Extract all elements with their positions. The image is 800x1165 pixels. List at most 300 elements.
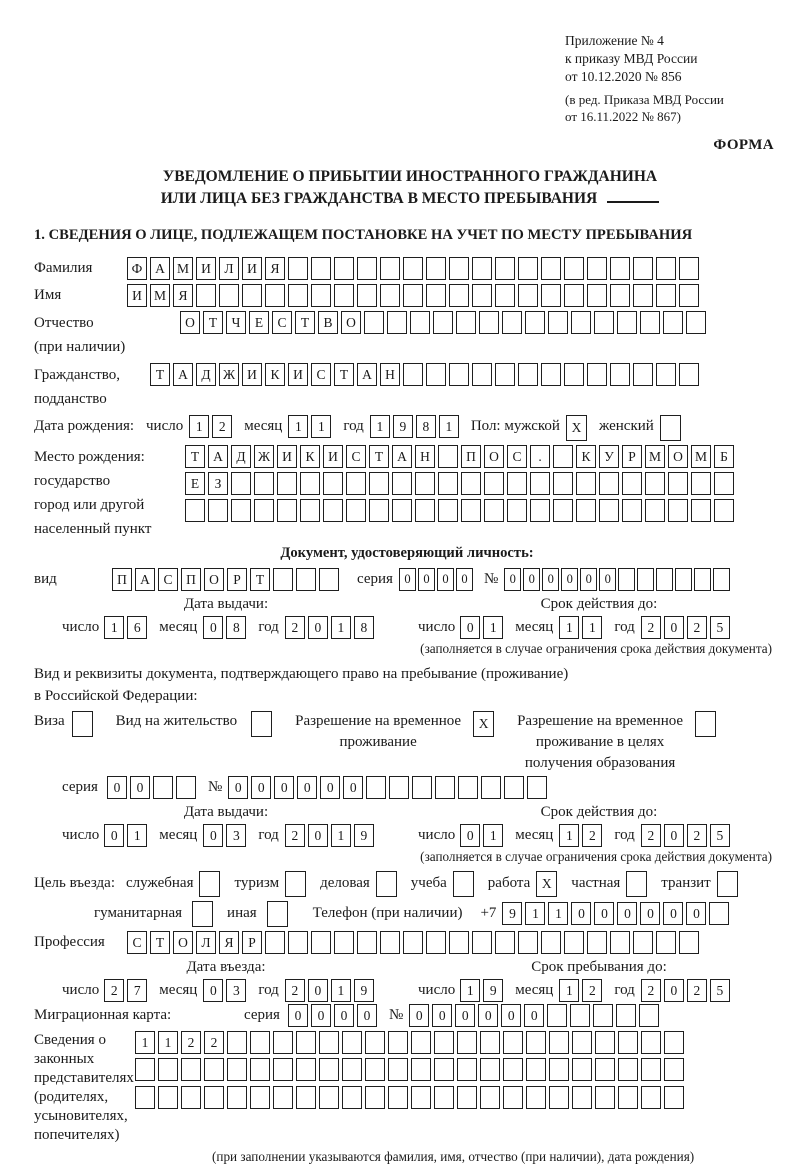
char-cell[interactable]: 0	[437, 568, 454, 591]
char-cell[interactable]: 3	[226, 979, 246, 1002]
char-cell[interactable]: Д	[196, 363, 216, 386]
char-cell[interactable]	[311, 257, 331, 280]
char-cell[interactable]	[530, 499, 550, 522]
char-cell[interactable]: Д	[231, 445, 251, 468]
char-cell[interactable]	[415, 472, 435, 495]
char-cell[interactable]	[456, 311, 476, 334]
char-cell[interactable]	[525, 311, 545, 334]
char-cell[interactable]	[192, 901, 213, 927]
char-cell[interactable]: 2	[687, 616, 707, 639]
char-cell[interactable]	[541, 931, 561, 954]
char-cell[interactable]: 2	[582, 979, 602, 1002]
char-cell[interactable]	[504, 776, 524, 799]
char-cell[interactable]	[564, 284, 584, 307]
char-cell[interactable]: О	[341, 311, 361, 334]
char-cell[interactable]: 5	[710, 616, 730, 639]
char-cell[interactable]	[610, 284, 630, 307]
char-cell[interactable]	[645, 499, 665, 522]
char-cell[interactable]	[392, 472, 412, 495]
char-cell[interactable]	[296, 568, 316, 591]
char-cell[interactable]: И	[242, 363, 262, 386]
char-cell[interactable]	[484, 499, 504, 522]
char-cell[interactable]: Р	[242, 931, 262, 954]
char-cell[interactable]	[518, 284, 538, 307]
char-cell[interactable]	[610, 363, 630, 386]
char-cell[interactable]	[153, 776, 173, 799]
char-cell[interactable]	[564, 257, 584, 280]
char-cell[interactable]: 0	[311, 1004, 331, 1027]
char-cell[interactable]: Я	[219, 931, 239, 954]
char-cell[interactable]	[265, 931, 285, 954]
char-cell[interactable]: А	[150, 257, 170, 280]
char-cell[interactable]: 0	[107, 776, 127, 799]
char-cell[interactable]	[664, 1058, 684, 1081]
char-cell[interactable]	[296, 1086, 316, 1109]
char-cell[interactable]	[548, 311, 568, 334]
char-cell[interactable]	[457, 1058, 477, 1081]
char-cell[interactable]: 1	[439, 415, 459, 438]
char-cell[interactable]: 6	[127, 616, 147, 639]
char-cell[interactable]: 0	[460, 824, 480, 847]
char-cell[interactable]	[412, 776, 432, 799]
char-cell[interactable]	[572, 1058, 592, 1081]
char-cell[interactable]: 0	[664, 979, 684, 1002]
char-cell[interactable]	[518, 257, 538, 280]
char-cell[interactable]: 1	[483, 616, 503, 639]
char-cell[interactable]	[571, 311, 591, 334]
char-cell[interactable]	[277, 499, 297, 522]
char-cell[interactable]	[410, 311, 430, 334]
char-cell[interactable]: Т	[295, 311, 315, 334]
char-cell[interactable]	[435, 776, 455, 799]
char-cell[interactable]	[296, 1031, 316, 1054]
char-cell[interactable]	[250, 1058, 270, 1081]
char-cell[interactable]	[389, 776, 409, 799]
char-cell[interactable]	[641, 1031, 661, 1054]
char-cell[interactable]: И	[288, 363, 308, 386]
char-cell[interactable]	[709, 902, 729, 925]
char-cell[interactable]: Е	[185, 472, 205, 495]
char-cell[interactable]	[553, 472, 573, 495]
char-cell[interactable]	[618, 1058, 638, 1081]
char-cell[interactable]: И	[323, 445, 343, 468]
char-cell[interactable]	[694, 568, 711, 591]
char-cell[interactable]: 2	[204, 1031, 224, 1054]
char-cell[interactable]: 2	[641, 824, 661, 847]
char-cell[interactable]	[449, 931, 469, 954]
char-cell[interactable]	[679, 257, 699, 280]
char-cell[interactable]	[342, 1058, 362, 1081]
char-cell[interactable]	[311, 284, 331, 307]
char-cell[interactable]	[366, 776, 386, 799]
char-cell[interactable]	[300, 472, 320, 495]
char-cell[interactable]: Т	[250, 568, 270, 591]
char-cell[interactable]	[288, 257, 308, 280]
char-cell[interactable]: О	[668, 445, 688, 468]
char-cell[interactable]	[426, 284, 446, 307]
char-cell[interactable]: Ч	[226, 311, 246, 334]
char-cell[interactable]	[553, 445, 573, 468]
char-cell[interactable]: 2	[285, 616, 305, 639]
char-cell[interactable]	[449, 284, 469, 307]
char-cell[interactable]: 1	[582, 616, 602, 639]
char-cell[interactable]	[481, 776, 501, 799]
char-cell[interactable]	[618, 1086, 638, 1109]
char-cell[interactable]: Т	[150, 363, 170, 386]
char-cell[interactable]	[518, 363, 538, 386]
char-cell[interactable]	[622, 499, 642, 522]
char-cell[interactable]	[199, 871, 220, 897]
char-cell[interactable]	[181, 1058, 201, 1081]
char-cell[interactable]: 0	[203, 824, 223, 847]
char-cell[interactable]: К	[300, 445, 320, 468]
char-cell[interactable]: 1	[559, 616, 579, 639]
char-cell[interactable]: 2	[641, 616, 661, 639]
char-cell[interactable]	[438, 472, 458, 495]
char-cell[interactable]	[656, 568, 673, 591]
char-cell[interactable]	[480, 1086, 500, 1109]
char-cell[interactable]: 0	[203, 979, 223, 1002]
char-cell[interactable]: 0	[501, 1004, 521, 1027]
char-cell[interactable]	[411, 1086, 431, 1109]
char-cell[interactable]	[507, 472, 527, 495]
char-cell[interactable]	[641, 1058, 661, 1081]
char-cell[interactable]	[503, 1031, 523, 1054]
char-cell[interactable]: 0	[203, 616, 223, 639]
char-cell[interactable]: 0	[357, 1004, 377, 1027]
char-cell[interactable]: Ж	[254, 445, 274, 468]
char-cell[interactable]	[663, 311, 683, 334]
char-cell[interactable]: О	[180, 311, 200, 334]
char-cell[interactable]	[434, 1031, 454, 1054]
char-cell[interactable]	[495, 257, 515, 280]
char-cell[interactable]	[380, 931, 400, 954]
char-cell[interactable]	[426, 931, 446, 954]
char-cell[interactable]	[196, 284, 216, 307]
char-cell[interactable]	[695, 711, 716, 737]
char-cell[interactable]: 9	[483, 979, 503, 1002]
char-cell[interactable]	[616, 1004, 636, 1027]
char-cell[interactable]: Я	[265, 257, 285, 280]
char-cell[interactable]	[387, 311, 407, 334]
char-cell[interactable]	[231, 472, 251, 495]
char-cell[interactable]	[526, 1031, 546, 1054]
char-cell[interactable]: 2	[212, 415, 232, 438]
char-cell[interactable]: Л	[196, 931, 216, 954]
char-cell[interactable]: 0	[599, 568, 616, 591]
char-cell[interactable]: 0	[504, 568, 521, 591]
char-cell[interactable]: И	[242, 257, 262, 280]
char-cell[interactable]	[549, 1031, 569, 1054]
char-cell[interactable]: П	[181, 568, 201, 591]
char-cell[interactable]	[346, 499, 366, 522]
char-cell[interactable]	[484, 472, 504, 495]
char-cell[interactable]: 0	[308, 616, 328, 639]
char-cell[interactable]	[403, 257, 423, 280]
char-cell[interactable]	[438, 445, 458, 468]
char-cell[interactable]: 0	[664, 824, 684, 847]
char-cell[interactable]	[403, 284, 423, 307]
char-cell[interactable]: 9	[393, 415, 413, 438]
char-cell[interactable]: 0	[542, 568, 559, 591]
char-cell[interactable]	[433, 311, 453, 334]
char-cell[interactable]: 1	[559, 824, 579, 847]
char-cell[interactable]: 1	[559, 979, 579, 1002]
char-cell[interactable]	[415, 499, 435, 522]
char-cell[interactable]	[273, 1031, 293, 1054]
char-cell[interactable]: 5	[710, 979, 730, 1002]
char-cell[interactable]: 0	[288, 1004, 308, 1027]
char-cell[interactable]: О	[173, 931, 193, 954]
char-cell[interactable]	[135, 1058, 155, 1081]
char-cell[interactable]	[319, 568, 339, 591]
char-cell[interactable]: X	[536, 871, 557, 897]
char-cell[interactable]	[342, 1031, 362, 1054]
char-cell[interactable]	[576, 499, 596, 522]
char-cell[interactable]: М	[173, 257, 193, 280]
char-cell[interactable]	[541, 284, 561, 307]
char-cell[interactable]: 2	[641, 979, 661, 1002]
char-cell[interactable]	[273, 568, 293, 591]
char-cell[interactable]: Т	[203, 311, 223, 334]
char-cell[interactable]	[265, 284, 285, 307]
char-cell[interactable]	[472, 363, 492, 386]
char-cell[interactable]: А	[173, 363, 193, 386]
char-cell[interactable]: 0	[478, 1004, 498, 1027]
char-cell[interactable]: 0	[617, 902, 637, 925]
char-cell[interactable]	[369, 472, 389, 495]
char-cell[interactable]: 0	[251, 776, 271, 799]
char-cell[interactable]	[403, 931, 423, 954]
char-cell[interactable]: 1	[331, 824, 351, 847]
char-cell[interactable]	[176, 776, 196, 799]
char-cell[interactable]	[593, 1004, 613, 1027]
char-cell[interactable]	[449, 257, 469, 280]
char-cell[interactable]	[185, 499, 205, 522]
char-cell[interactable]: 0	[343, 776, 363, 799]
char-cell[interactable]: 1	[331, 979, 351, 1002]
char-cell[interactable]: 8	[416, 415, 436, 438]
char-cell[interactable]	[158, 1086, 178, 1109]
char-cell[interactable]	[388, 1058, 408, 1081]
char-cell[interactable]	[181, 1086, 201, 1109]
char-cell[interactable]	[479, 311, 499, 334]
char-cell[interactable]	[227, 1086, 247, 1109]
char-cell[interactable]: М	[150, 284, 170, 307]
char-cell[interactable]: А	[208, 445, 228, 468]
char-cell[interactable]	[572, 1086, 592, 1109]
char-cell[interactable]	[660, 415, 681, 441]
char-cell[interactable]: З	[208, 472, 228, 495]
char-cell[interactable]	[594, 311, 614, 334]
char-cell[interactable]: 1	[127, 824, 147, 847]
char-cell[interactable]	[717, 871, 738, 897]
char-cell[interactable]	[576, 472, 596, 495]
char-cell[interactable]	[334, 257, 354, 280]
char-cell[interactable]: 0	[664, 616, 684, 639]
char-cell[interactable]: 9	[502, 902, 522, 925]
char-cell[interactable]	[334, 931, 354, 954]
char-cell[interactable]	[426, 257, 446, 280]
char-cell[interactable]: 0	[418, 568, 435, 591]
char-cell[interactable]: .	[530, 445, 550, 468]
char-cell[interactable]	[656, 284, 676, 307]
char-cell[interactable]: О	[484, 445, 504, 468]
char-cell[interactable]: Т	[334, 363, 354, 386]
char-cell[interactable]	[273, 1058, 293, 1081]
char-cell[interactable]: 9	[354, 979, 374, 1002]
char-cell[interactable]	[388, 1086, 408, 1109]
char-cell[interactable]	[227, 1031, 247, 1054]
char-cell[interactable]: С	[127, 931, 147, 954]
char-cell[interactable]	[503, 1086, 523, 1109]
char-cell[interactable]	[549, 1058, 569, 1081]
char-cell[interactable]: 2	[582, 824, 602, 847]
char-cell[interactable]	[640, 311, 660, 334]
char-cell[interactable]	[364, 311, 384, 334]
char-cell[interactable]: 1	[288, 415, 308, 438]
char-cell[interactable]: 2	[285, 979, 305, 1002]
char-cell[interactable]	[599, 472, 619, 495]
char-cell[interactable]	[495, 931, 515, 954]
char-cell[interactable]	[403, 363, 423, 386]
char-cell[interactable]	[323, 499, 343, 522]
char-cell[interactable]	[564, 931, 584, 954]
char-cell[interactable]	[641, 1086, 661, 1109]
char-cell[interactable]	[495, 363, 515, 386]
char-cell[interactable]: И	[127, 284, 147, 307]
char-cell[interactable]: Н	[380, 363, 400, 386]
char-cell[interactable]: 1	[104, 616, 124, 639]
char-cell[interactable]: 0	[334, 1004, 354, 1027]
char-cell[interactable]	[342, 1086, 362, 1109]
char-cell[interactable]	[457, 1031, 477, 1054]
char-cell[interactable]	[357, 931, 377, 954]
char-cell[interactable]: 0	[580, 568, 597, 591]
char-cell[interactable]: 2	[687, 979, 707, 1002]
char-cell[interactable]	[664, 1086, 684, 1109]
char-cell[interactable]	[595, 1058, 615, 1081]
char-cell[interactable]	[595, 1086, 615, 1109]
char-cell[interactable]	[411, 1031, 431, 1054]
char-cell[interactable]: 1	[331, 616, 351, 639]
char-cell[interactable]	[254, 499, 274, 522]
char-cell[interactable]	[633, 284, 653, 307]
char-cell[interactable]	[250, 1031, 270, 1054]
char-cell[interactable]: 2	[181, 1031, 201, 1054]
char-cell[interactable]: С	[158, 568, 178, 591]
char-cell[interactable]	[714, 499, 734, 522]
char-cell[interactable]: 0	[409, 1004, 429, 1027]
char-cell[interactable]: X	[566, 415, 587, 441]
char-cell[interactable]: 1	[525, 902, 545, 925]
char-cell[interactable]	[679, 363, 699, 386]
char-cell[interactable]	[461, 472, 481, 495]
char-cell[interactable]: 1	[189, 415, 209, 438]
char-cell[interactable]	[434, 1086, 454, 1109]
char-cell[interactable]: Б	[714, 445, 734, 468]
char-cell[interactable]	[365, 1031, 385, 1054]
char-cell[interactable]	[637, 568, 654, 591]
char-cell[interactable]	[564, 363, 584, 386]
char-cell[interactable]	[277, 472, 297, 495]
char-cell[interactable]	[526, 1086, 546, 1109]
char-cell[interactable]	[158, 1058, 178, 1081]
char-cell[interactable]: 0	[455, 1004, 475, 1027]
char-cell[interactable]: 0	[104, 824, 124, 847]
char-cell[interactable]	[369, 499, 389, 522]
char-cell[interactable]	[480, 1031, 500, 1054]
char-cell[interactable]: 0	[571, 902, 591, 925]
char-cell[interactable]: Н	[415, 445, 435, 468]
char-cell[interactable]	[502, 311, 522, 334]
char-cell[interactable]	[664, 1031, 684, 1054]
char-cell[interactable]: 0	[523, 568, 540, 591]
char-cell[interactable]: 0	[308, 824, 328, 847]
char-cell[interactable]	[72, 711, 93, 737]
char-cell[interactable]: К	[265, 363, 285, 386]
char-cell[interactable]	[626, 871, 647, 897]
char-cell[interactable]	[633, 363, 653, 386]
char-cell[interactable]	[541, 257, 561, 280]
char-cell[interactable]	[587, 257, 607, 280]
char-cell[interactable]	[570, 1004, 590, 1027]
char-cell[interactable]	[495, 284, 515, 307]
char-cell[interactable]	[392, 499, 412, 522]
char-cell[interactable]: С	[272, 311, 292, 334]
char-cell[interactable]	[242, 284, 262, 307]
char-cell[interactable]	[679, 931, 699, 954]
char-cell[interactable]: О	[204, 568, 224, 591]
char-cell[interactable]	[457, 1086, 477, 1109]
char-cell[interactable]: С	[311, 363, 331, 386]
char-cell[interactable]	[388, 1031, 408, 1054]
char-cell[interactable]: Р	[227, 568, 247, 591]
char-cell[interactable]	[618, 568, 635, 591]
char-cell[interactable]	[622, 472, 642, 495]
char-cell[interactable]	[691, 472, 711, 495]
char-cell[interactable]: 0	[561, 568, 578, 591]
char-cell[interactable]	[231, 499, 251, 522]
char-cell[interactable]	[686, 311, 706, 334]
char-cell[interactable]	[610, 257, 630, 280]
char-cell[interactable]	[714, 472, 734, 495]
char-cell[interactable]: X	[473, 711, 494, 737]
char-cell[interactable]	[599, 499, 619, 522]
char-cell[interactable]	[633, 257, 653, 280]
char-cell[interactable]: 0	[594, 902, 614, 925]
char-cell[interactable]	[458, 776, 478, 799]
char-cell[interactable]: Ф	[127, 257, 147, 280]
char-cell[interactable]: Л	[219, 257, 239, 280]
char-cell[interactable]: Ж	[219, 363, 239, 386]
char-cell[interactable]	[472, 931, 492, 954]
char-cell[interactable]	[639, 1004, 659, 1027]
char-cell[interactable]	[434, 1058, 454, 1081]
char-cell[interactable]: 9	[354, 824, 374, 847]
char-cell[interactable]: В	[318, 311, 338, 334]
char-cell[interactable]	[595, 1031, 615, 1054]
char-cell[interactable]: 0	[228, 776, 248, 799]
char-cell[interactable]	[656, 257, 676, 280]
char-cell[interactable]: С	[346, 445, 366, 468]
char-cell[interactable]: 8	[354, 616, 374, 639]
char-cell[interactable]	[691, 499, 711, 522]
char-cell[interactable]	[323, 472, 343, 495]
char-cell[interactable]: 2	[104, 979, 124, 1002]
char-cell[interactable]	[135, 1086, 155, 1109]
char-cell[interactable]	[549, 1086, 569, 1109]
